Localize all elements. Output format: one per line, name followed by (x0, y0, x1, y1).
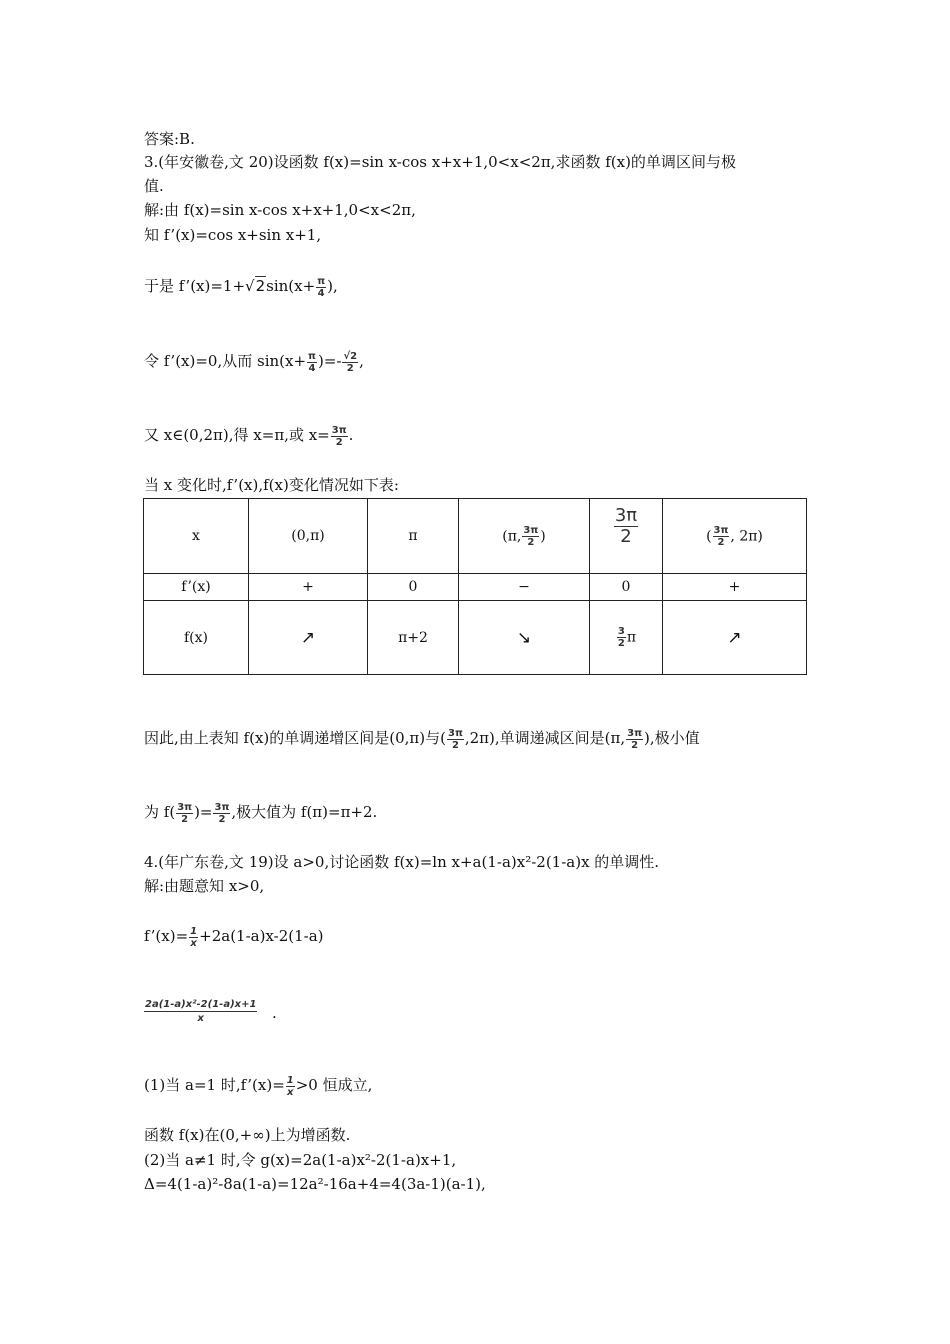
fraction-period: . (272, 1004, 277, 1022)
line-case-1: (1)当 a=1 时,f’(x)= $\frac{1}{x}$ >0 恒成立, (144, 1074, 373, 1098)
line-conclusion-a: 因此,由上表知 f(x)的单调递增区间是(0,π)与( $\frac{3\pi}{2}$ ,2π),单调递减区间是(π, $\frac{3\pi}{2}$ ),极小值 (144, 727, 700, 751)
cell-x-interval-3: ( $\frac{3\pi}{2}$ , 2π) (663, 499, 807, 574)
line-answer: 答案:B. (144, 130, 195, 148)
frac-3pi-over-2: $\frac{3\pi}{2}$ (331, 424, 347, 448)
line-conclusion-b: 为 f( $\frac{3\pi}{2}$ )= $\frac{3\pi}{2}$ ,极大值为 f(π)=π+2. (144, 801, 378, 825)
table-row-f (144, 601, 807, 675)
cell-f-header: f(x) (144, 601, 249, 675)
line-sol-b: 知 f’(x)=cos x+sin x+1, (144, 226, 322, 244)
frac-pi-over-4: $\frac{\pi}{4}$ (308, 350, 316, 374)
line-derivative: f’(x)= $\frac{1}{x}$ +2a(1-a)x-2(1-a) (144, 925, 324, 949)
line-case-1-b: 函数 f(x)在(0,+∞)上为增函数. (144, 1126, 351, 1144)
increase-arrow-icon: ↗ (249, 601, 368, 675)
cell-f-min: $\frac{3}{2}$ π (590, 601, 663, 675)
line-q3-a: 3.(年安徽卷,文 20)设函数 f(x)=sin x-cos x+x+1,0<x<2π,求函数 f(x)的单调区间与极 (144, 153, 736, 171)
cell-fprime-2: 0 (368, 574, 459, 601)
cell-f-max: π+2 (368, 601, 459, 675)
line-table-intro: 当 x 变化时,f’(x),f(x)变化情况如下表: (144, 476, 399, 494)
line-q3-b: 值. (144, 177, 164, 195)
variation-table (143, 498, 807, 675)
derivative-combined-fraction: 2a(1-a)x²-2(1-a)x+1 x (145, 999, 257, 1024)
table-row-fprime (144, 574, 807, 601)
cell-fprime-4: 0 (590, 574, 663, 601)
cell-fprime-5: + (663, 574, 807, 601)
decrease-arrow-icon: ↘ (459, 601, 590, 675)
cell-x-interval-1: (0,π) (249, 499, 368, 574)
frac-pi-over-4: $\frac{\pi}{4}$ (317, 275, 326, 299)
line-case-2: (2)当 a≠1 时,令 g(x)=2a(1-a)x²-2(1-a)x+1, (144, 1151, 457, 1169)
cell-x-3pi-over-2: $\frac{3\pi}{2}$ (590, 499, 663, 574)
line-sol-c: 于是 f’(x)=1+√2sin(x+ $\frac{\pi}{4}$ ), (144, 275, 338, 299)
cell-x-pi: π (368, 499, 459, 574)
cell-fprime-3: − (459, 574, 590, 601)
table-row-x (144, 499, 807, 574)
cell-x-interval-2: (π, $\frac{3\pi}{2}$ ) (459, 499, 590, 574)
line-q4-sol: 解:由题意知 x>0, (144, 877, 265, 895)
cell-fprime-1: + (249, 574, 368, 601)
cell-fprime-header: f’(x) (144, 574, 249, 601)
cell-x-header: x (144, 499, 249, 574)
line-sol-d: 令 f’(x)=0,从而 sin(x+ $\frac{\pi}{4}$ )=- $\frac{√2}{2}$ , (144, 350, 364, 374)
line-sol-a: 解:由 f(x)=sin x-cos x+x+1,0<x<2π, (144, 201, 416, 219)
increase-arrow-icon: ↗ (663, 601, 807, 675)
frac-sqrt2-over-2: $\frac{√2}{2}$ (343, 350, 358, 374)
sqrt-2: √2 (245, 277, 266, 295)
line-delta: Δ=4(1-a)²-8a(1-a)=12a²-16a+4=4(3a-1)(a-1), (144, 1175, 486, 1193)
line-q4: 4.(年广东卷,文 19)设 a>0,讨论函数 f(x)=ln x+a(1-a)x²-2(1-a)x 的单调性. (144, 853, 660, 871)
line-sol-e: 又 x∈(0,2π),得 x=π,或 x= $\frac{3\pi}{2}$ . (144, 424, 354, 448)
